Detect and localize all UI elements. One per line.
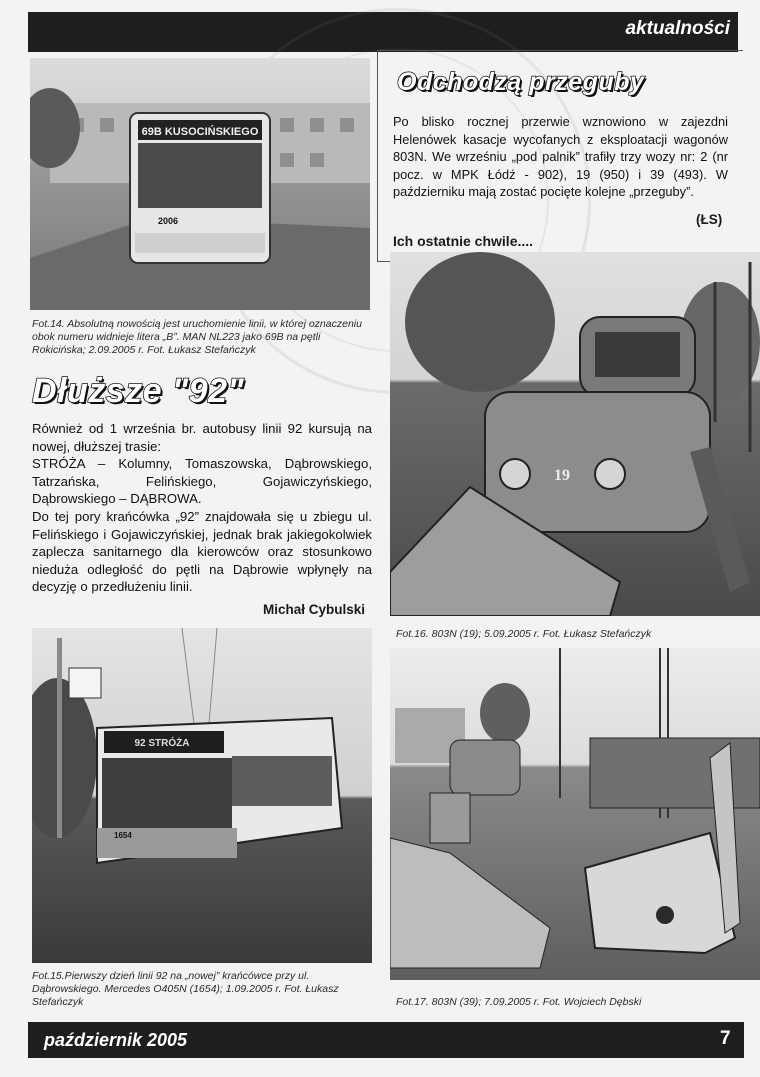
photo-bus-69b xyxy=(30,58,370,310)
page-number: 7 xyxy=(720,1028,731,1049)
photo-caption: Fot.17. 803N (39); 7.09.2005 r. Fot. Wojciech Dębski xyxy=(396,996,642,1008)
photo-caption: Fot.15.Pierwszy dzień linii 92 na „nowej” krańcówce przy ul. Dąbrowskiego. Mercedes O405N (1654); 1.09.2005 r. Fot. Łukasz Stefańczyk xyxy=(32,970,339,1008)
photo-series-subhead: Ich ostatnie chwile.... xyxy=(393,233,534,249)
article-author: Michał Cybulski xyxy=(263,602,366,617)
photo-caption: Fot.16. 803N (19); 5.09.2005 r. Fot. Łukasz Stefańczyk xyxy=(396,628,652,640)
article-title: Odchodzą przeguby xyxy=(397,68,645,96)
article-title: Dłuższe "92" xyxy=(32,372,245,410)
article-paragraph: Również od 1 września br. autobusy linii 92 kursują na nowej, dłuższej trasie: xyxy=(32,421,372,454)
tram-number: 19 xyxy=(554,467,570,484)
photo-tram-39 xyxy=(390,648,760,980)
photo-bus-92 xyxy=(32,628,372,963)
article-body: Po blisko rocznej przerwie wznowiono w zajezdni Helenówek kasacje wycofanych z eksploatacji wagonów 803N. We wrześniu „pod palnik” trafiły trzy wozy nr: 2 (nr pocz. w MPK Łódź - 902), 19 (950) i 39 (493). W październiku mają zostać pocięte kolejne „przeguby”. xyxy=(393,114,728,200)
bus-destination-sign: 92 STRÓŻA xyxy=(134,738,190,749)
article-paragraph: Do tej pory krańcówka „92” znajdowała się u zbiegu ul. Felińskiego i Gojawiczyńskiej, jednak brak jakiegokolwiek zaplecza sanitarnego dla kierowców oraz stosunkowo nieduża odległość do pętli na Dąbrowie wpłynęły na decyzję o przedłużeniu linii. xyxy=(32,508,372,595)
article-signature: (ŁS) xyxy=(696,212,723,227)
bus-destination-sign: 69B KUSOCIŃSKIEGO xyxy=(141,126,259,138)
issue-date: październik 2005 xyxy=(44,1030,188,1050)
route-paragraph: STRÓŻA – Kolumny, Tomaszowska, Dąbrowskiego, Tatrzańska, Felińskiego, Gojawiczyńskiego, Dąbrowskiego – DĄBROWA. xyxy=(32,456,372,507)
bus-fleet-number: 1654 xyxy=(114,831,132,840)
photo-tram-19 xyxy=(390,252,760,616)
photo-caption: Fot.14. Absolutną nowością jest uruchomienie linii, w której oznaczeniu obok numeru widnieje litera „B”. MAN NL223 jako 69B na pętli Rokicińska; 2.09.2005 r. Fot. Łukasz Stefańczyk xyxy=(32,318,362,356)
section-label: aktualności xyxy=(625,18,730,39)
bus-fleet-number: 2006 xyxy=(157,216,179,226)
article-body xyxy=(32,420,372,596)
